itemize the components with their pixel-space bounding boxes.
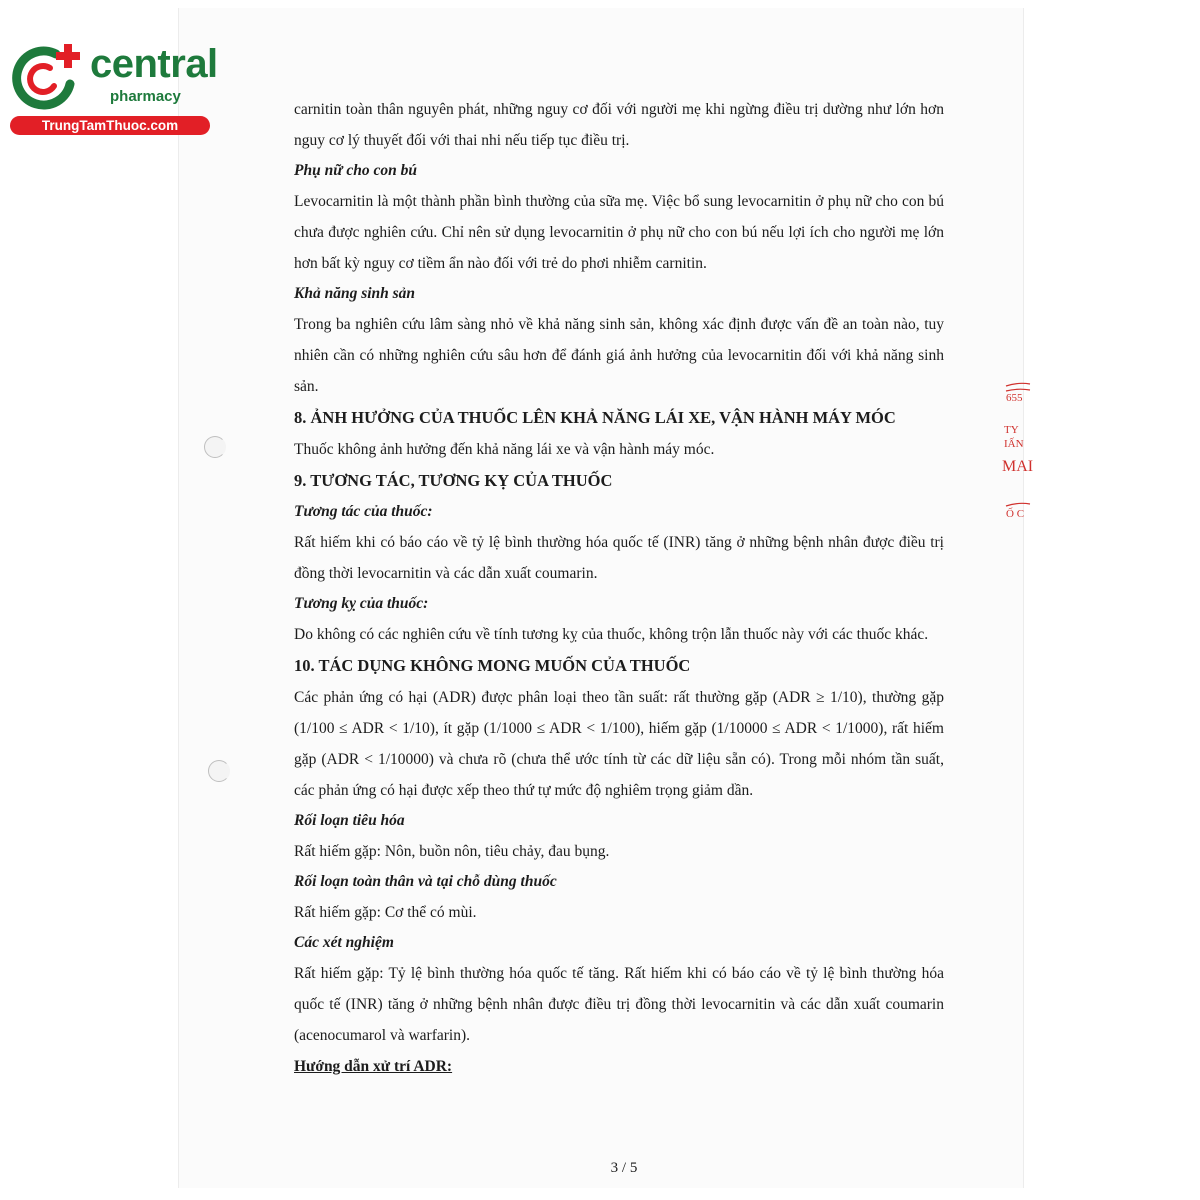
paragraph-general-disorders: Rất hiếm gặp: Cơ thể có mùi. [294,904,477,921]
section-8-text: Thuốc không ảnh hưởng đến khả năng lái xe và vận hành máy móc. [294,441,715,458]
paragraph-investigations: Rất hiếm gặp: Tỷ lệ bình thường hóa quốc tế tăng. Rất hiếm khi có báo cáo về tỷ lệ bình thường hóa quốc tế (INR) tăng ở những bệnh nhân được điều trị đồng thời levocarnitin và các dẫn xuất coumarin (acenocumarol và warfarin). [294,965,944,1044]
heading-investigations: Các xét nghiệm [294,934,394,951]
heading-incompatibility: Tương kỵ của thuốc: [294,595,429,612]
central-pharmacy-logo[interactable] [10,40,218,136]
heading-general-disorders: Rối loạn toàn thân và tại chỗ dùng thuốc [294,873,557,890]
stamp-text: Ố C [1006,508,1025,520]
stamp-text: TY [1004,424,1019,436]
paragraph-breastfeeding: Levocarnitin là một thành phần bình thường của sữa mẹ. Việc bổ sung levocarnitin ở phụ nữ cho con bú chưa được nghiên cứu. Chỉ nên sử dụng levocarnitin ở phụ nữ cho con bú nếu lợi ích cho người mẹ lớn hơn bất kỳ nguy cơ tiềm ẩn nào đối với trẻ do phơi nhiễm carnitin. [294,193,944,272]
heading-adr-management: Hướng dẫn xử trí ADR: [294,1058,453,1075]
stamp-lines-icon [1004,498,1034,510]
section-8-title: 8. ẢNH HƯỞNG CỦA THUỐC LÊN KHẢ NĂNG LÁI XE, VẬN HÀNH MÁY MÓC [294,408,896,427]
paragraph-gi-disorders: Rất hiếm gặp: Nôn, buồn nôn, tiêu chảy, đau bụng. [294,843,610,860]
logo-subtitle: pharmacy [110,88,181,105]
punch-hole [204,436,226,458]
section-9-title: 9. TƯƠNG TÁC, TƯƠNG KỴ CỦA THUỐC [294,471,613,490]
page-number: 3 / 5 [610,1160,638,1176]
punch-hole [208,760,230,782]
paragraph-intro: carnitin toàn thân nguyên phát, những nguy cơ đối với người mẹ khi ngừng điều trị dường như lớn hơn nguy cơ lý thuyết đối với thai nhi nếu tiếp tục điều trị. [294,101,944,149]
logo-name: central [90,42,218,86]
heading-gi-disorders: Rối loạn tiêu hóa [294,812,405,829]
section-10-title: 10. TÁC DỤNG KHÔNG MONG MUỐN CỦA THUỐC [294,656,691,675]
paragraph-interaction: Rất hiếm khi có báo cáo về tỷ lệ bình thường hóa quốc tế (INR) tăng ở những bệnh nhân được điều trị đồng thời levocarnitin và các dẫn xuất coumarin. [294,534,944,582]
stamp-text: MAI [1002,458,1034,475]
logo-url[interactable]: TrungTamThuoc.com [10,116,210,135]
paragraph-incompatibility: Do không có các nghiên cứu về tính tương kỵ của thuốc, không trộn lẫn thuốc này với các thuốc khác. [294,626,929,643]
paragraph-adr: Các phản ứng có hại (ADR) được phân loại theo tần suất: rất thường gặp (ADR ≥ 1/10), thường gặp (1/100 ≤ ADR < 1/10), ít gặp (1/1000 ≤ ADR < 1/100), hiếm gặp (1/10000 ≤ ADR < 1/1000), rất hiếm gặp (ADR < 1/10000) và chưa rõ (chưa thể ước tính từ các dữ liệu sẵn có). Trong mỗi nhóm tần suất, các phản ứng có hại được xếp theo thứ tự mức độ nghiêm trọng giảm dần. [294,689,944,799]
pharmacy-cross-icon [10,40,88,112]
document-body [294,94,944,1083]
heading-breastfeeding: Phụ nữ cho con bú [294,162,417,179]
paragraph-fertility: Trong ba nghiên cứu lâm sàng nhỏ về khả năng sinh sản, không xác định được vấn đề an toàn nào, tuy nhiên cần có những nghiên cứu sâu hơn để đánh giá ảnh hưởng của levocarnitin đối với khả năng sinh sản. [294,316,944,395]
heading-fertility: Khả năng sinh sản [294,285,416,302]
red-stamp-fragment [1000,380,1034,540]
stamp-text: IẤN [1004,438,1024,450]
stamp-text: 655 [1006,392,1023,404]
heading-interaction: Tương tác của thuốc: [294,503,433,520]
